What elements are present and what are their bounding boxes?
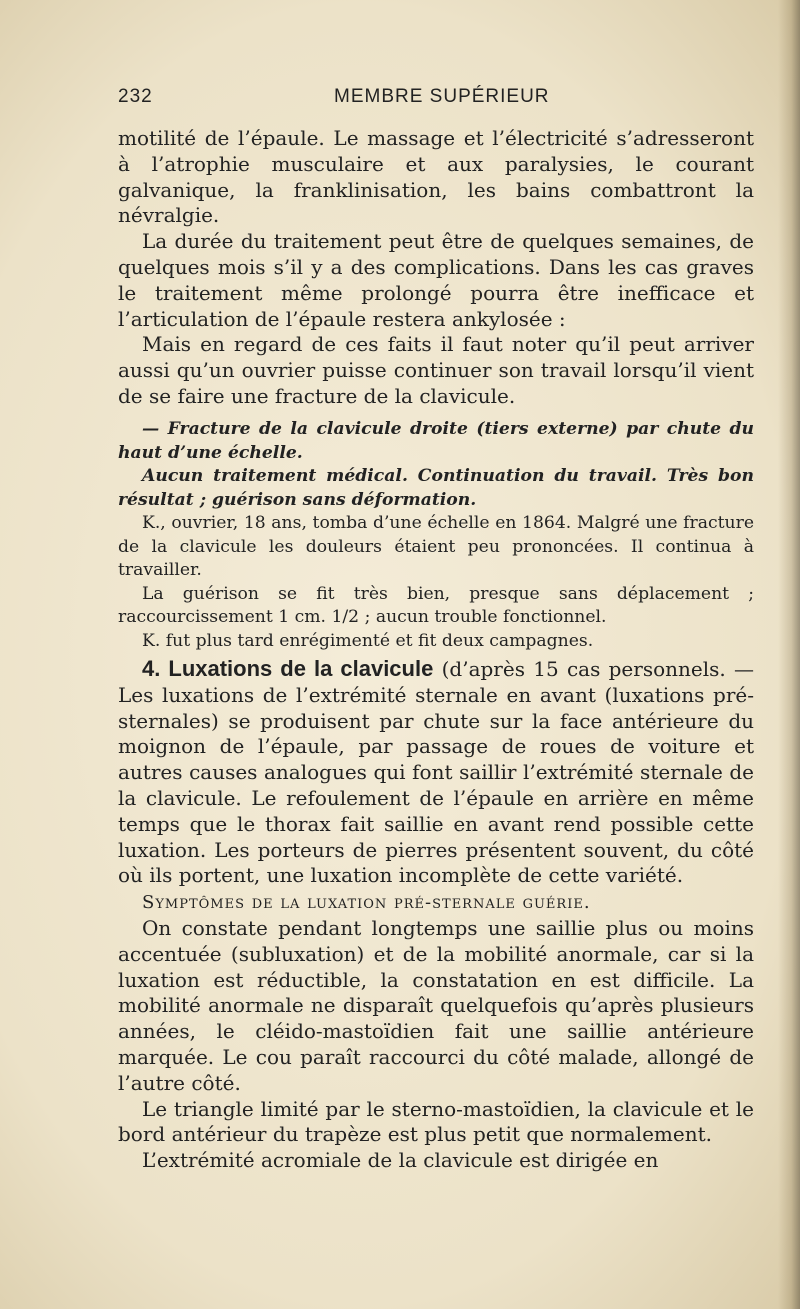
case-paragraph-2: La guérison se fit très bien, presque sans déplacement ; raccourcissement 1 cm. 1/2 ; aucun trouble fonctionnel. [118,583,754,627]
symptoms-subheading [118,889,754,916]
paragraph-symptoms-3: L’extrémité acromiale de la clavicule est dirigée en [142,1148,659,1173]
intro-block [118,126,754,410]
paragraph-intro-2: La durée du traitement peut être de quelques semaines, de quelques mois s’il y a des complications. Dans les cas graves le traitement même prolongé pourra être inefficace et l’articulation de l’épaule restera ankylosée : [118,229,754,331]
case-paragraph-3: K. fut plus tard enrégimenté et fit deux campagnes. [142,630,594,651]
paragraph-intro-1: motilité de l’épaule. Le massage et l’électricité s’adresseront à l’atrophie musculaire et aux paralysies, le courant galvanique, la franklinisation, les bains combattront la névralgie. [118,126,754,228]
paragraph-intro-3: Mais en regard de ces faits il faut noter qu’il peut arriver aussi qu’un ouvrier puisse continuer son travail lorsqu’il vient de se faire une fracture de la clavicule. [118,332,754,408]
case-paragraph-1: K., ouvrier, 18 ans, tomba d’une échelle en 1864. Malgré une fracture de la clavicule les douleurs étaient peu prononcées. Il continua à travailler. [118,513,754,580]
paragraph-symptoms-1: On constate pendant longtemps une saillie plus ou moins accentuée (subluxation) et de la mobilité anormale, car si la luxation est réductible, la constatation en est difficile. La mobilité anormale ne disparaît quelquefois qu’après plusieurs années, le cléido-mastoïdien fait une saillie antérieure marquée. Le cou paraît raccourci du côté malade, allongé de l’autre côté. [118,915,754,1095]
section-intro-text: (d’après 15 cas personnels. — Les luxations de l’extrémité sternale en avant (luxations pré-sternales) se produisent par chute sur la face antérieure du moignon de l’épaule, par passage de roues de voiture et autres causes analogues qui font saillir l’extrémité sternale de la clavicule. Le refoulement de l’épaule en arrière en même temps que le thorax fait saillie en avant rend possible cette luxation. Les porteurs de pierres présentent souvent, du côté où ils portent, une luxation incomplète de cette variété. [118,657,755,888]
case-title: — Fracture de la clavicule droite (tiers externe) par chute du haut d’une échelle. [118,419,754,463]
page-edge-shadow [778,0,800,1309]
page-number: 232 [118,86,153,107]
case-summary: Aucun traitement médical. Continuation du travail. Très bon résultat ; guérison sans déformation. [118,466,754,510]
section-luxations [118,656,754,1174]
case-block [118,418,754,653]
section-heading: 4. Luxations de la clavicule [142,656,434,681]
subheading-text: Symptômes de la luxation pré-sternale guérie. [142,892,591,914]
paragraph-symptoms-2: Le triangle limité par le sterno-mastoïdien, la clavicule et le bord antérieur du trapèze est plus petit que normalement. [118,1096,754,1147]
running-header [118,86,758,116]
section-intro [118,656,754,889]
running-title: MEMBRE SUPÉRIEUR [334,86,550,107]
